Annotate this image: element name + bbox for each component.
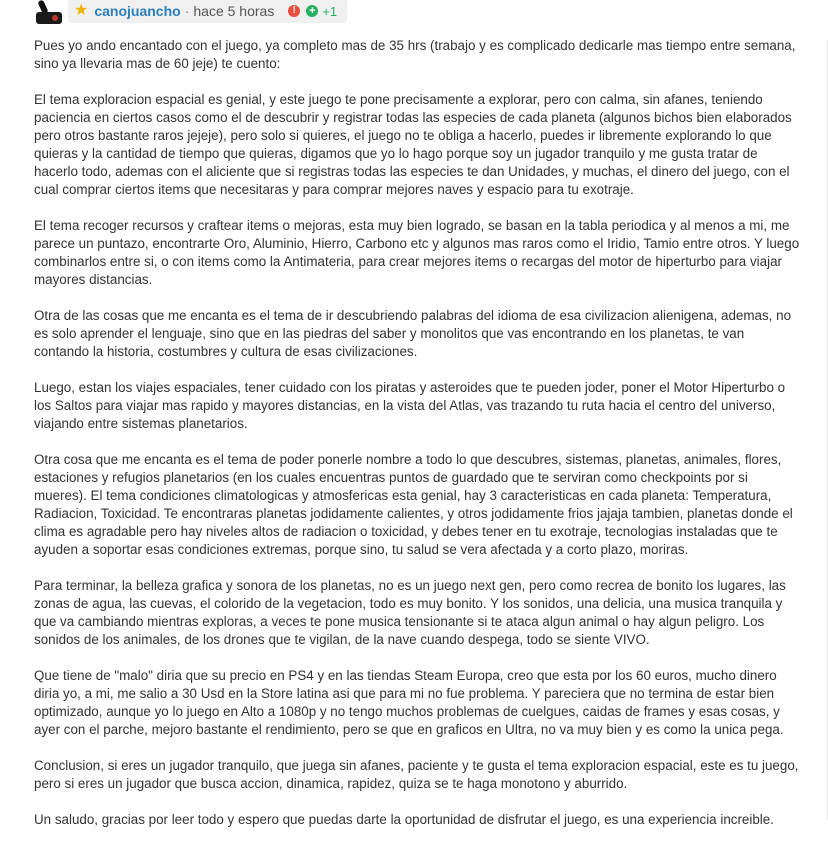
vote-count: +1: [322, 3, 338, 19]
comment-paragraph: El tema exploracion espacial es genial, y este juego te pone precisamente a explorar, pero con calma, sin afanes, teniendo paciencia en ciertos casos como el de descubrir y registrar todas las especies de cada planeta (algunos bichos bien elaborados pero otros bastante raros jejeje), pero solo si quieres, el juego no te obliga a hacerlo, puedes ir libremente explorando lo que quieras y la cantidad de tiempo que quieras, digamos que yo lo hago porque soy un jugador tranquilo y me gusta tratar de hacerlo todo, ademas con el aliciente que si registras todas las especies te dan Unidades, y muchas, el dinero del juego, con el cual comprar ciertos items que necesitaras y para comprar mejores naves y espacio para tu exotraje.: [34, 92, 792, 197]
comment-paragraph: El tema recoger recursos y craftear items o mejoras, esta muy bien logrado, se basan en la tabla periodica y al menos a mi, me parece un puntazo, encontrarte Oro, Aluminio, Hierro, Carbono etc y algunos mas raros como el Iridio, Tamio entre otros. Y luego combinarlos entre si, o con items como la Antimateria, para crear mejores items o recargas del motor de hiperturbo para viajar mayores distancias.: [34, 218, 800, 287]
comment-paragraph: Que tiene de "malo" diria que su precio en PS4 y en las tiendas Steam Europa, creo que esta por los 60 euros, mucho dinero diria yo, a mi, me salio a 30 Usd en la Store latina asi que para mi no fue problema. Y pareciera que no termina de estar bien optimizado, aunque yo lo juego en Alto a 1080p y no tengo muchos problemas de cuelgues, caidas de frames y esas cosas, y ayer con el parche, mejoro bastante el rendimiento, pero se que en graficos en Ultra, no va muy bien y es como la unica pega.: [34, 668, 784, 737]
comment-paragraph: Un saludo, gracias por leer todo y espero que puedas darte la oportunidad de disfrutar el juego, es una experiencia increible.: [34, 812, 774, 827]
joystick-base: [36, 12, 62, 24]
comment-paragraph: Otra de las cosas que me encanta es el tema de ir descubriendo palabras del idioma de esa civilizacion alienigena, ademas, no es solo aprender el lenguaje, sino que en las piedras del saber y monolitos que vas encontrando en los planetas, te van contando la historia, costumbres y cultura de esas civilizaciones.: [34, 308, 792, 359]
avatar[interactable]: [34, 0, 64, 26]
plus-icon[interactable]: +: [306, 5, 318, 17]
meta-separator: ·: [184, 3, 190, 19]
comment-paragraph: Luego, estan los viajes espaciales, tener cuidado con los piratas y asteroides que te pueden joder, poner el Motor Hiperturbo o los Saltos para viajar mas rapido y mayores distancias, en la vista del Atlas, vas trazando tu ruta hacia el centro del universo, viajando entre sistemas planetarios.: [34, 380, 786, 431]
comment-paragraph: Conclusion, si eres un jugador tranquilo, que juega sin afanes, paciente y te gusta el tema exploracion espacial, este es tu juego, pero si eres un jugador que busca accion, dinamica, rapidez, quiza se te haga monotono y aburrido.: [34, 758, 799, 791]
username-link[interactable]: canojuancho: [94, 3, 181, 19]
comment-meta: [68, 0, 347, 23]
star-icon: ★: [74, 2, 89, 19]
comment-header: [34, 0, 347, 26]
comment-paragraph: Pues yo ando encantado con el juego, ya completo mas de 35 hrs (trabajo y es complicado dedicarle mas tiempo entre semana, sino ya llevaria mas de 60 jeje) te cuento:: [34, 38, 796, 71]
joystick-button: [52, 15, 58, 21]
report-icon[interactable]: !: [288, 5, 300, 17]
comment-time: hace 5 horas: [193, 3, 275, 19]
comment-paragraph: Otra cosa que me encanta es el tema de poder ponerle nombre a todo lo que descubres, sistemas, planetas, animales, flores, estaciones y refugios planetarios (en los cuales encuentras puntos de guardado que te serviran como checkpoints por si mueres). El tema condiciones climatologicas y atmosfericas esta genial, hay 3 caracteristicas en cada planeta: Temperatura, Radiacion, Toxicidad. Te encontraras planetas jodidamente calientes, y otros jodidamente frios jajaja tambien, planetas donde el clima es agradable pero hay niveles altos de radiacion o toxicidad, y debes tener en tu exotraje, tecnologias instaladas que te ayuden a soportar esas condiciones extremas, porque sino, tu salud se vera afectada y a corto plazo, moriras.: [34, 452, 793, 557]
comment-body: [34, 37, 802, 847]
comment-paragraph: Para terminar, la belleza grafica y sonora de los planetas, no es un juego next gen, pero como recrea de bonito los lugares, las zonas de agua, las cuevas, el colorido de la vegetacion, todo es muy bonito. Y los sonidos, una delicia, una musica tranquila y que va cambiando mientras exploras, a veces te pone musica tensionante si te ataca algun animal o hay algun peligro. Los sonidos de los animales, de los drones que te vigilan, de la nave cuando despega, todo se siente VIVO.: [34, 578, 786, 647]
